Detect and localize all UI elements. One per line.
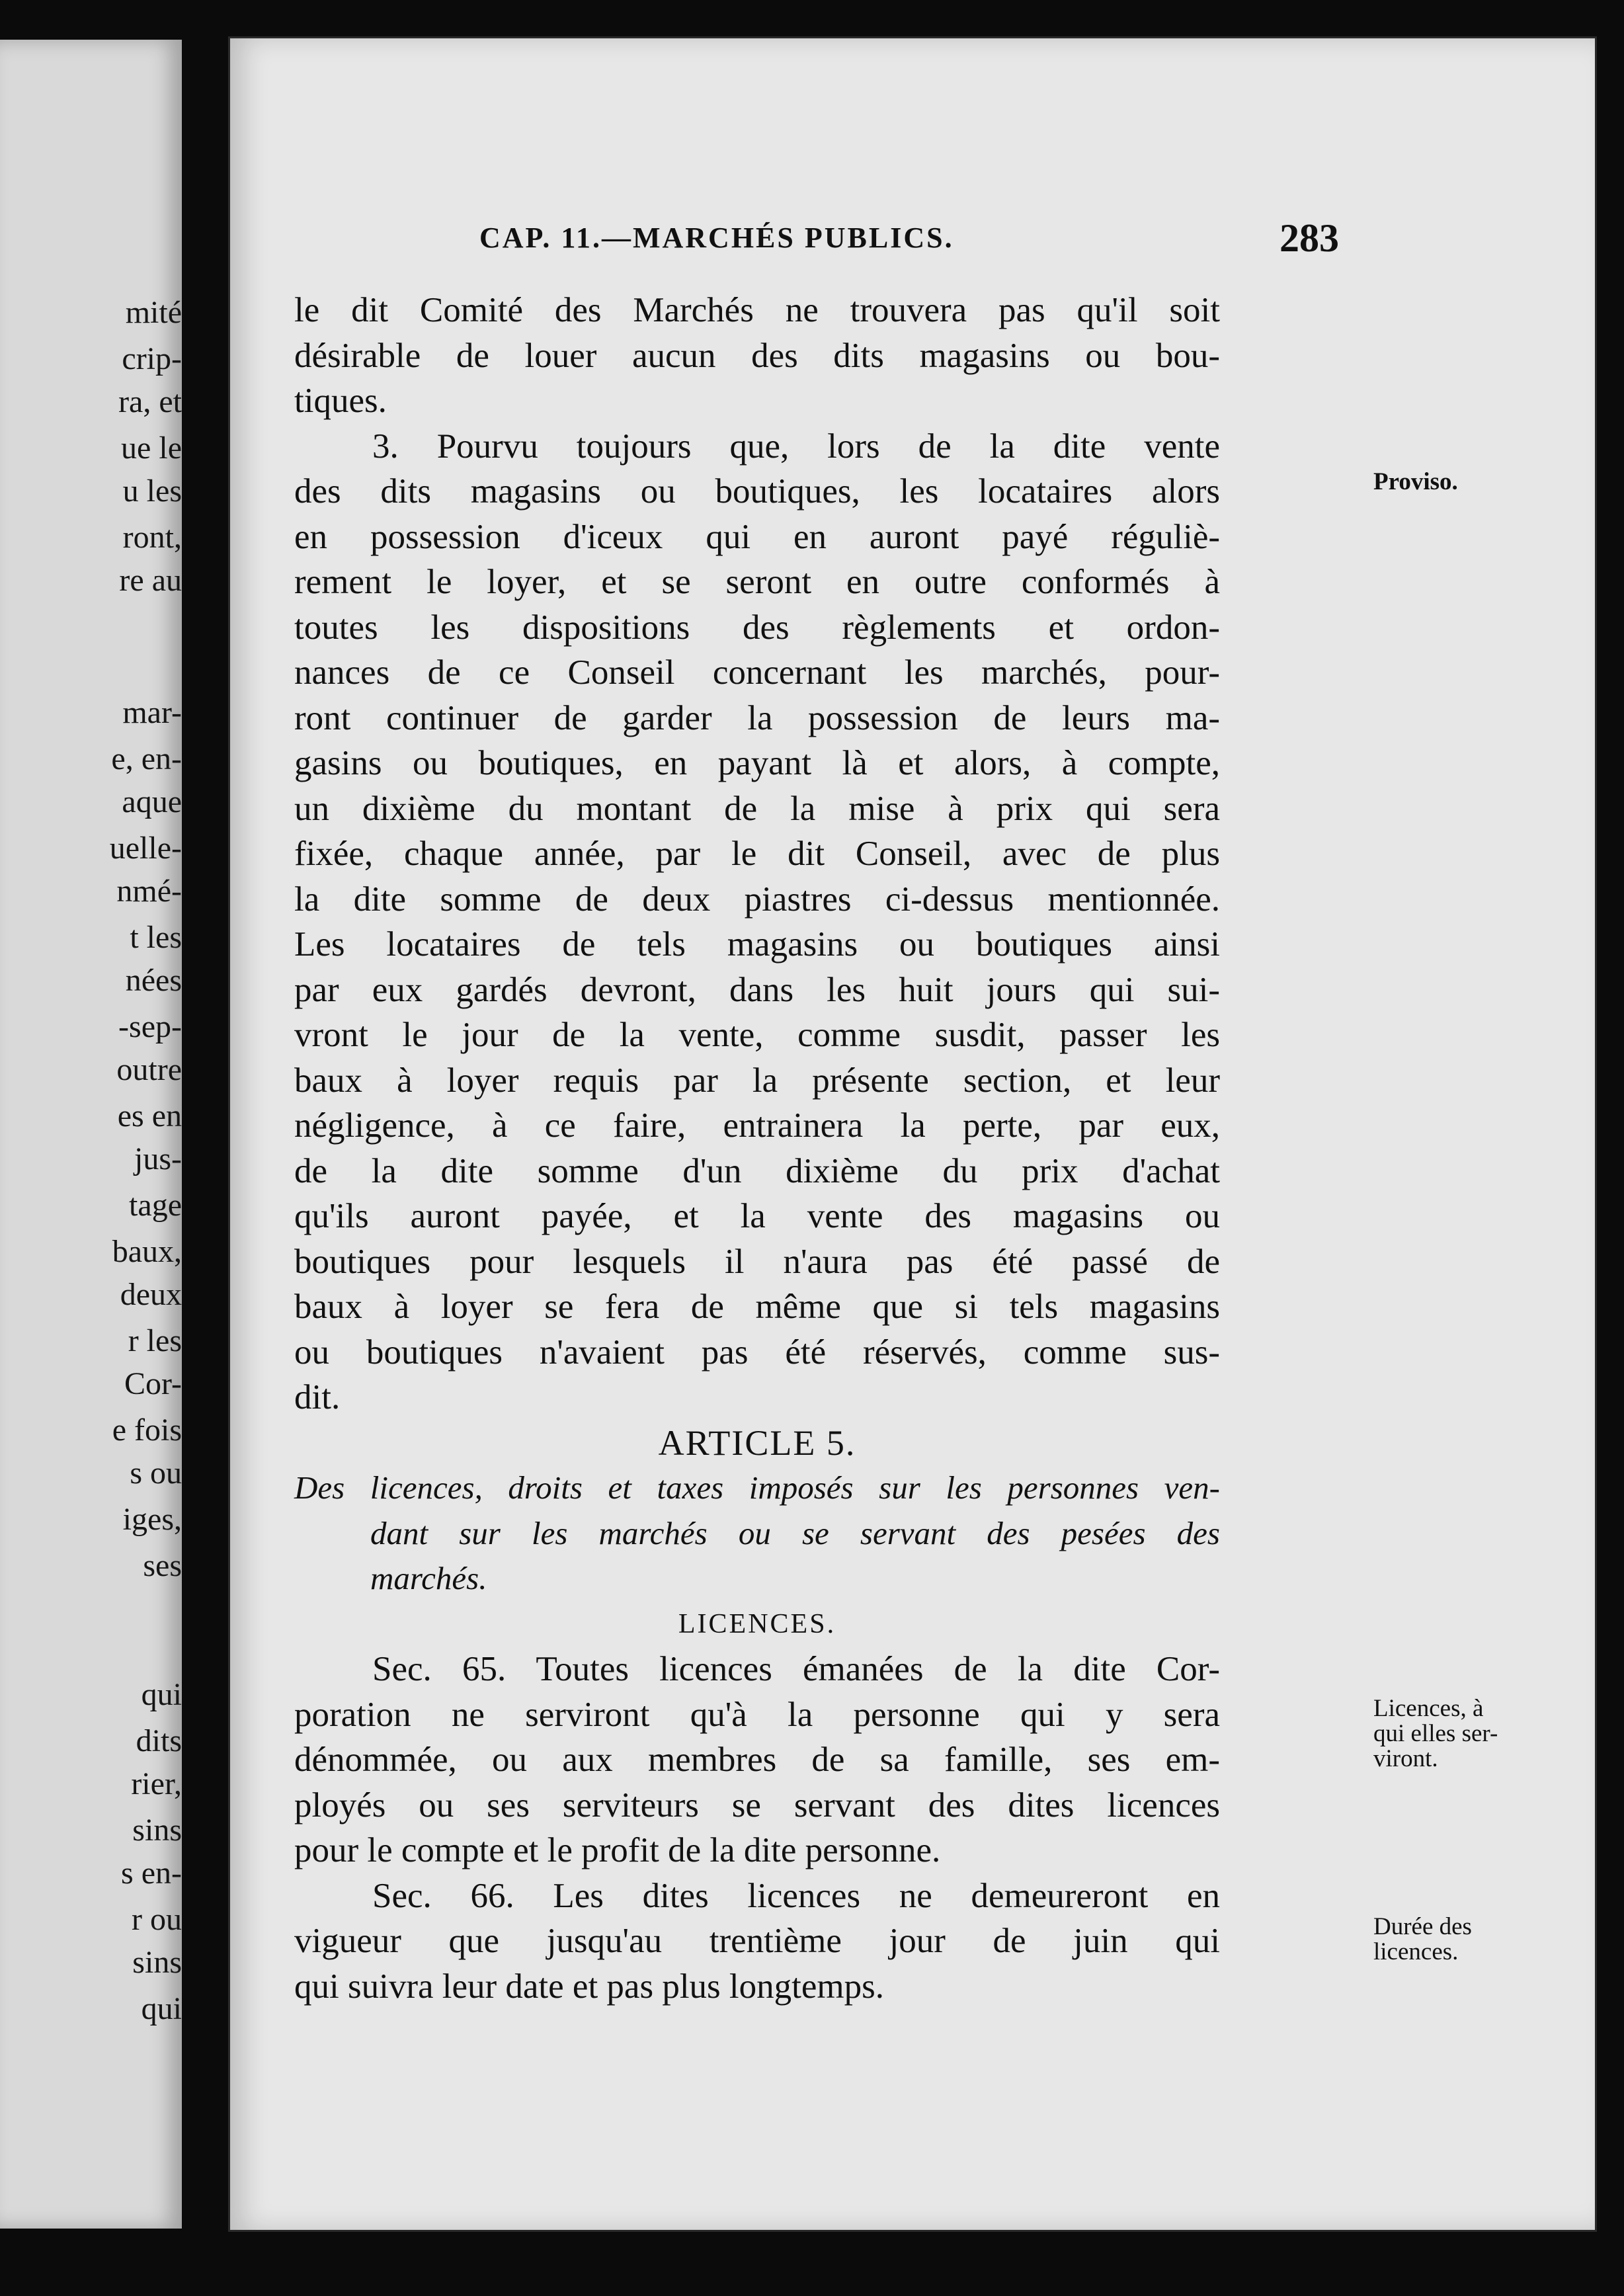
text-line: par eux gardés devront, dans les huit jours qui sui-	[294, 970, 1220, 1009]
previous-page-fragment: qui	[141, 1677, 182, 1712]
text-line: qu'ils auront payée, et la vente des magasins ou	[294, 1197, 1220, 1235]
previous-page-fragment: e fois	[112, 1413, 182, 1448]
text-line: de la dite somme d'un dixième du prix d'achat	[294, 1151, 1220, 1190]
text-line: vigueur que jusqu'au trentième jour de juin qui	[294, 1922, 1220, 1960]
text-line: ront continuer de garder la possession de leurs ma-	[294, 698, 1220, 737]
margin-note-proviso: Proviso.	[1373, 468, 1458, 495]
previous-page-fragment: deux	[120, 1277, 182, 1312]
text-line: tiques.	[294, 382, 387, 420]
text-line: fixée, chaque année, par le dit Conseil, avec de plus	[294, 835, 1220, 873]
previous-page-fragment: ront,	[122, 520, 182, 555]
text-line: vront le jour de la vente, comme susdit, passer les	[294, 1016, 1220, 1054]
previous-page-fragment: Cor-	[124, 1366, 182, 1401]
text-line: baux à loyer se fera de même que si tels magasins	[294, 1288, 1220, 1326]
previous-page-fragment: outre	[116, 1052, 182, 1087]
text-line: nances de ce Conseil concernant les marchés, pour-	[294, 653, 1220, 692]
body-text	[294, 288, 1220, 2009]
text-line: Les locataires de tels magasins ou boutiques ainsi	[294, 925, 1220, 964]
previous-page-fragment: qui	[141, 1991, 182, 2026]
previous-page-fragment: sins	[132, 1813, 182, 1848]
text-line: la dite somme de deux piastres ci-dessus mentionnée.	[294, 880, 1220, 919]
text-line: pour le compte et le profit de la dite personne.	[294, 1831, 941, 1869]
previous-page-fragment: -sep-	[118, 1009, 182, 1044]
text-line: 3. Pourvu toujours que, lors de la dite vente	[372, 427, 1220, 466]
page-number: 283	[1279, 216, 1339, 260]
previous-page-fragment: nées	[125, 963, 182, 998]
previous-page-fragment: crip-	[122, 341, 182, 376]
text-line: dant sur les marchés ou se servant des pesées des	[370, 1514, 1220, 1551]
text-line: gasins ou boutiques, en payant là et alors, à compte,	[294, 744, 1220, 782]
text-line: ployés ou ses serviteurs se servant des dites licences	[294, 1785, 1220, 1824]
previous-page-edge	[0, 40, 182, 2229]
previous-page-fragment: ra, et	[118, 384, 182, 419]
text-line: Sec. 66. Les dites licences ne demeureront en	[372, 1876, 1220, 1915]
previous-page-fragment: r ou	[132, 1902, 182, 1937]
previous-page-fragment: re au	[119, 563, 182, 598]
book-page	[228, 36, 1597, 2232]
previous-page-fragment: ses	[143, 1548, 182, 1583]
previous-page-fragment: dits	[136, 1723, 182, 1758]
previous-page-fragment: jus-	[134, 1141, 182, 1176]
previous-page-fragment: baux,	[112, 1234, 182, 1269]
previous-page-fragment: r les	[128, 1323, 182, 1358]
text-line: boutiques pour lesquels il n'aura pas été passé de	[294, 1242, 1220, 1281]
margin-note-duree: Durée des licences.	[1373, 1913, 1472, 1965]
previous-page-fragment: sins	[132, 1945, 182, 1980]
text-line: baux à loyer requis par la présente section, et leur	[294, 1061, 1220, 1100]
previous-page-fragment: rier,	[131, 1766, 182, 1801]
text-line: des dits magasins ou boutiques, les locataires alors	[294, 472, 1220, 511]
text-line: LICENCES.	[678, 1608, 836, 1639]
previous-page-fragment: uelle-	[109, 831, 182, 866]
text-line: qui suivra leur date et pas plus longtemps.	[294, 1967, 884, 2006]
text-line: dit.	[294, 1378, 341, 1416]
text-line: en possession d'iceux qui en auront payé réguliè-	[294, 517, 1220, 556]
text-line: dénommée, ou aux membres de sa famille, ses em-	[294, 1741, 1220, 1779]
previous-page-fragment: aque	[122, 784, 182, 819]
previous-page-fragment: ue le	[121, 430, 182, 466]
text-line: ARTICLE 5.	[658, 1422, 856, 1463]
margin-note-licences: Licences, à qui elles ser- viront.	[1373, 1695, 1498, 1772]
text-line: rement le loyer, et se seront en outre conformés à	[294, 563, 1220, 601]
previous-page-fragment: es en	[117, 1098, 182, 1133]
chapter-title: CAP. 11.—MARCHÉS PUBLICS.	[479, 222, 954, 254]
text-line: désirable de louer aucun des dits magasins ou bou-	[294, 336, 1220, 375]
previous-page-fragment: s en-	[121, 1856, 182, 1891]
text-line: Des licences, droits et taxes imposés sur les personnes ven-	[294, 1469, 1220, 1506]
text-line: ou boutiques n'avaient pas été réservés, comme sus-	[294, 1332, 1220, 1372]
previous-page-fragment: mar-	[122, 695, 182, 730]
previous-page-fragment: t les	[130, 920, 182, 955]
running-head	[228, 215, 1597, 261]
text-line: négligence, à ce faire, entrainera la perte, par eux,	[294, 1106, 1220, 1145]
previous-page-fragment: e, en-	[111, 741, 182, 776]
previous-page-fragment: mité	[125, 295, 182, 330]
previous-page-fragment: iges,	[122, 1502, 182, 1537]
previous-page-fragment: nmé-	[116, 874, 182, 909]
text-line: marchés.	[370, 1560, 487, 1596]
previous-page-fragment: s ou	[130, 1456, 182, 1491]
previous-page-fragment: tage	[129, 1188, 182, 1223]
text-line: Sec. 65. Toutes licences émanées de la dite Cor-	[372, 1650, 1220, 1688]
text-line: un dixième du montant de la mise à prix qui sera	[294, 789, 1220, 828]
previous-page-fragment: u les	[122, 473, 182, 509]
text-line: le dit Comité des Marchés ne trouvera pas qu'il soit	[294, 291, 1220, 329]
text-line: poration ne serviront qu'à la personne qui y sera	[294, 1695, 1220, 1734]
text-line: toutes les dispositions des règlements et ordon-	[294, 608, 1220, 647]
